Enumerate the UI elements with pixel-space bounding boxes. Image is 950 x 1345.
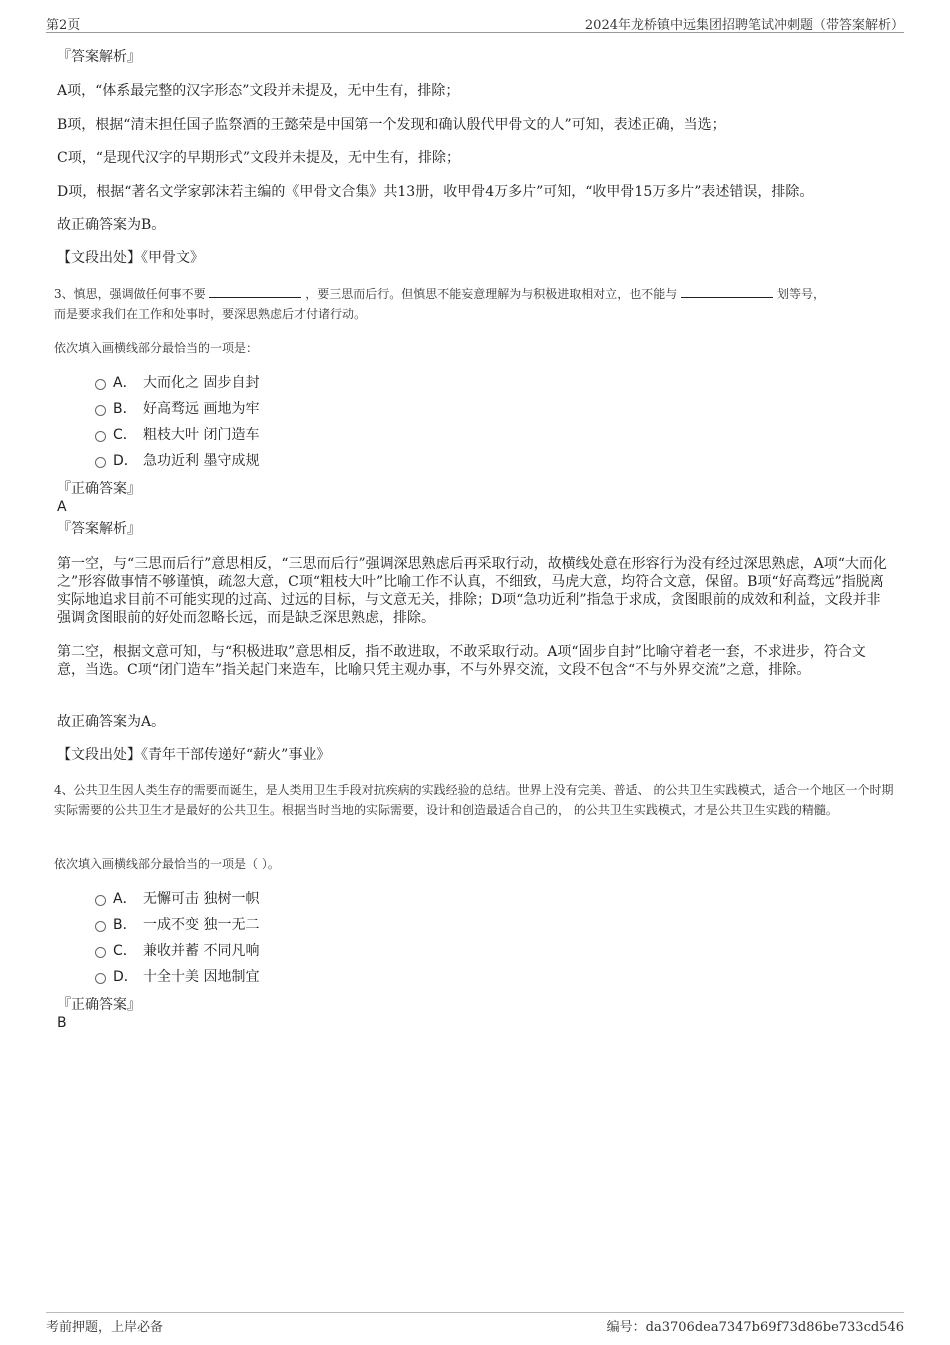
analysis-line: C项，“是现代汉字的早期形式”文段并未提及，无中生有，排除； xyxy=(57,150,461,166)
document-title: 2024年龙桥镇中远集团招聘笔试冲刺题（带答案解析） xyxy=(584,18,904,33)
radio-icon[interactable] xyxy=(95,405,106,416)
correct-answer-tag: 『正确答案』 xyxy=(57,481,141,497)
correct-answer-tag: 『正确答案』 xyxy=(57,997,141,1013)
radio-icon[interactable] xyxy=(95,431,106,442)
correct-answer: A xyxy=(57,499,67,515)
option-c[interactable]: C． 粗枝大叶 闭门造车 xyxy=(95,422,259,448)
document-id: 编号：da3706dea7347b69f73d86be733cd546 xyxy=(606,1320,904,1335)
options-list xyxy=(57,886,259,990)
source-citation: 【文段出处】《甲骨文》 xyxy=(57,250,204,266)
option-a[interactable]: A． 大而化之 固步自封 xyxy=(95,370,259,396)
question-4-text: 4、公共卫生因人类生存的需要而诞生，是人类用卫生手段对抗疾病的实践经验的总结。世界上没有完美、普适、 的公共卫生实践模式，适合一个地区一个时期实际需要的公共卫生才是最好的公共卫生。根据当时当地的实际需要，设计和创造最适合自己的， 的公共卫生实践模式，才是公共卫生实践的精髓。 xyxy=(54,783,894,817)
analysis-tag: 『答案解析』 xyxy=(57,49,141,65)
page-footer xyxy=(46,1312,904,1335)
question-3 xyxy=(54,284,907,324)
radio-icon[interactable] xyxy=(95,947,106,958)
fill-blank xyxy=(209,285,301,298)
option-a[interactable]: A． 无懈可击 独树一帜 xyxy=(95,886,259,912)
option-d[interactable]: D． 急功近利 墨守成规 xyxy=(95,448,259,474)
radio-icon[interactable] xyxy=(95,973,106,984)
fill-blank xyxy=(681,285,773,298)
page-header xyxy=(46,14,904,33)
question-instruction: 依次填入画横线部分最恰当的一项是（ ）。 xyxy=(54,857,280,871)
analysis-paragraph: 第二空，根据文意可知，与“积极进取”意思相反，指不敢进取，不敢采取行动。A项“固步自封”比喻守着老一套，不求进步，符合文意，当选。C项“闭门造车”指关起门来造车，比喻只凭主观办事，不与外界交流，文段不包含“不与外界交流”之意，排除。 xyxy=(57,644,866,678)
option-c[interactable]: C． 兼收并蓄 不同凡响 xyxy=(95,938,259,964)
conclusion: 故正确答案为A。 xyxy=(57,714,166,730)
question-instruction: 依次填入画横线部分最恰当的一项是： xyxy=(54,341,259,355)
analysis-line: B项，根据“清末担任国子监祭酒的王懿荣是中国第一个发现和确认殷代甲骨文的人”可知，表述正确，当选； xyxy=(57,117,726,133)
question-text: 3、慎思，强调做任何事不要 ，要三思而后行。但慎思不能妄意理解为与积极进取相对立，也不能与 划等号， 而是要求我们在工作和处事时，要深思熟虑后才付诸行动。 xyxy=(54,287,825,321)
option-b[interactable]: B． 一成不变 独一无二 xyxy=(95,912,259,938)
source-citation: 【文段出处】《青年干部传递好“薪火”事业》 xyxy=(57,747,331,763)
option-d[interactable]: D． 十全十美 因地制宜 xyxy=(95,964,259,990)
radio-icon[interactable] xyxy=(95,457,106,468)
analysis-line: A项，“体系最完整的汉字形态”文段并未提及，无中生有，排除； xyxy=(57,83,460,99)
correct-answer: B xyxy=(57,1015,67,1031)
radio-icon[interactable] xyxy=(95,921,106,932)
radio-icon[interactable] xyxy=(95,895,106,906)
radio-icon[interactable] xyxy=(95,379,106,390)
analysis-line: D项，根据“著名文学家郭沫若主编的《甲骨文合集》共13册，收甲骨4万多片”可知，“收甲骨15万多片”表述错误，排除。 xyxy=(57,184,814,200)
page-number: 第2页 xyxy=(46,18,81,33)
option-b[interactable]: B． 好高骛远 画地为牢 xyxy=(95,396,259,422)
options-list xyxy=(57,370,259,474)
analysis-paragraph: 第一空，与“三思而后行”意思相反，“三思而后行”强调深思熟虑后再采取行动，故横线处意在形容行为没有经过深思熟虑，A项“大而化之”形容做事情不够谨慎，疏忽大意，C项“粗枝大叶”比喻工作不认真，不细致，马虎大意，均符合文意，保留。B项“好高骛远”指脱离实际地追求目前不可能实现的过高、过远的目标，与文意无关，排除；D项“急功近利”指急于求成，贪图眼前的成效和利益，文段并非强调贪图眼前的好处而忽略长远，而是缺乏深思熟虑，排除。 xyxy=(57,556,887,626)
conclusion: 故正确答案为B。 xyxy=(57,217,166,233)
analysis-tag: 『答案解析』 xyxy=(57,521,141,537)
footer-slogan: 考前押题，上岸必备 xyxy=(46,1320,164,1335)
